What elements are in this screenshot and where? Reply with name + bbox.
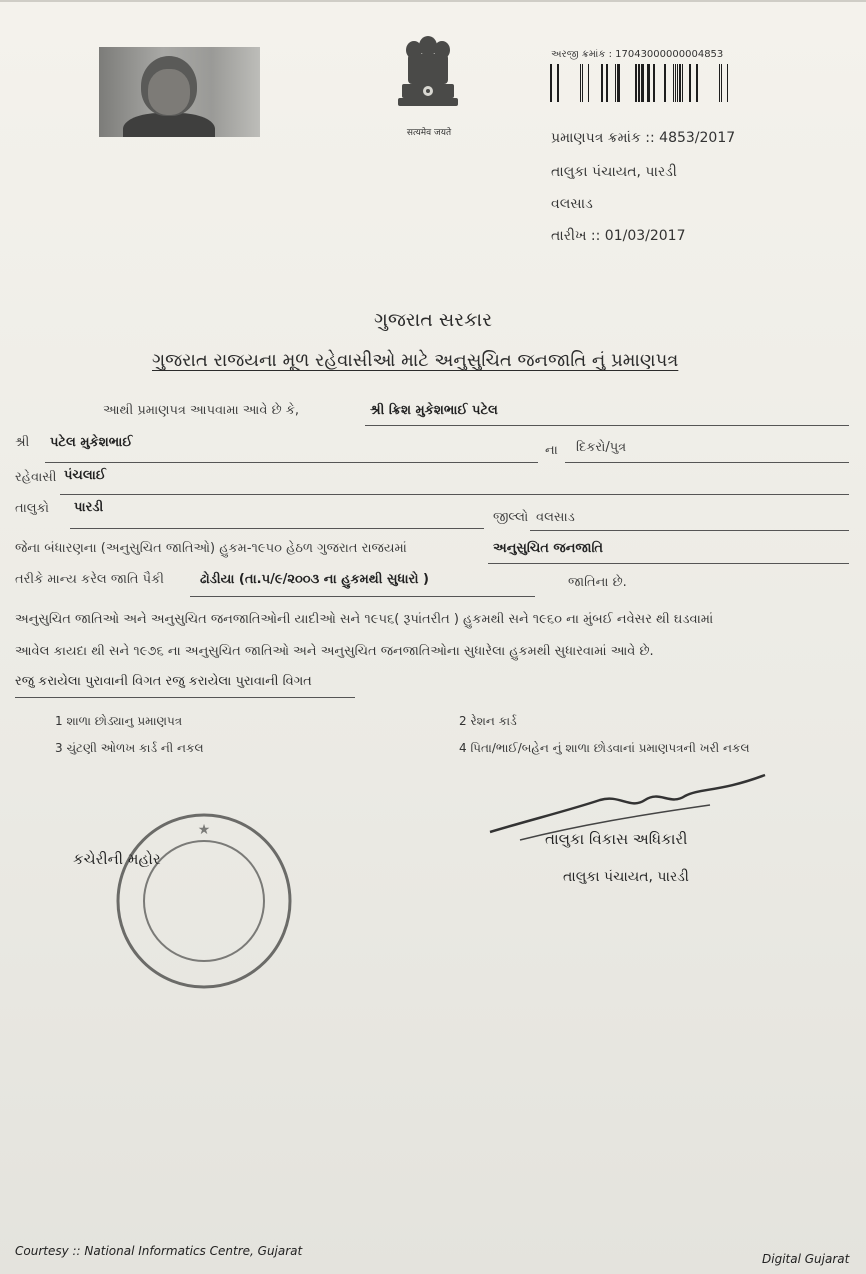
relation-label: ના <box>545 443 558 458</box>
officer-office: તાલુકા પંચાયત, પારડી <box>563 869 689 885</box>
issue-date: તારીખ :: 01/03/2017 <box>551 228 686 244</box>
issuing-office: તાલુકા પંચાયત, પારડી <box>551 164 677 180</box>
office-seal-label: કચેરીની મહોર <box>73 850 161 868</box>
top-edge <box>0 0 866 2</box>
office-seal <box>113 810 295 992</box>
district-line <box>530 530 849 531</box>
svg-text:★: ★ <box>197 822 211 838</box>
applicant-photo <box>99 47 260 137</box>
residence-label: રહેવાસી <box>15 470 57 485</box>
documents-heading: રજુ કરાયેલા પુરાવાની વિગત રજુ કરાયેલા પુરાવાની વિગત <box>15 674 312 689</box>
serial-label: અરજી ક્રમાંક : <box>551 49 612 60</box>
document-item-2: 2 રેશન કાર્ડ <box>459 714 517 728</box>
legal-paragraph-line-2: આવેલ કાયદા થી સને ૧૯૭૬ ના અનુસુચિત જાતિઓ અને અનુસુચિત જનજાતિઓના સુધારેલા હુકમથી સુધારવામાં આવે છે. <box>15 644 654 659</box>
caste-line <box>190 596 535 597</box>
footer-brand: Digital Gujarat <box>762 1252 850 1266</box>
holder-name-line <box>365 425 849 426</box>
documents-heading-underline <box>15 697 355 698</box>
district-label: જીલ્લો <box>493 510 529 525</box>
barcode <box>550 64 742 102</box>
residence-value: પંચલાઈ <box>64 468 106 483</box>
issuing-district: વલસાડ <box>551 196 593 212</box>
certificate-title: ગુજરાત રાજયના મૂળ રહેવાસીઓ માટે અનુસુચિત જનજાતિ નું પ્રમાણપત્ર <box>152 350 679 371</box>
footer-courtesy: Courtesy :: National Informatics Centre, Gujarat <box>15 1244 303 1258</box>
officer-title: તાલુકા વિકાસ અધિકારી <box>545 830 688 848</box>
father-name-line <box>45 462 538 463</box>
father-label: શ્રી <box>15 435 30 450</box>
legal-paragraph-line-1: અનુસુચિત જાતિઓ અને અનુસુચિત જનજાતિઓની યાદીઓ સને ૧૯૫૬( રૂપાંતરીત ) હુકમથી સને ૧૯૬૦ ના મુંબઈ નવેસર થી ઘડવામાં <box>15 612 714 627</box>
residence-line <box>60 494 849 495</box>
application-serial <box>551 49 723 60</box>
document-item-3: 3 ચુંટણી ઓળખ કાર્ડ ની નકલ <box>55 741 204 755</box>
taluka-line <box>70 528 484 529</box>
certificate-number: પ્રમાણપત્ર ક્રમાંક :: 4853/2017 <box>551 130 736 146</box>
caste-suffix: જાતિના છે. <box>568 575 627 590</box>
government-title: ગુજરાત સરકાર <box>373 309 493 331</box>
intro-label: આથી પ્રમાણપત્ર આપવામા આવે છે કે, <box>103 403 300 418</box>
relation-line <box>565 462 849 463</box>
document-item-4: 4 પિતા/ભાઈ/બહેન નું શાળા છોડવાનાં પ્રમાણપત્રની ખરી નકલ <box>459 741 750 755</box>
taluka-label: તાલુકો <box>15 501 50 516</box>
serial-number: 17043000000004853 <box>615 49 724 60</box>
recognized-label: તરીકે માન્ય કરેલ જાતિ પૈકી <box>15 572 164 587</box>
emblem-motto: सत्यमेव जयते <box>406 128 452 138</box>
category-line <box>488 563 849 564</box>
relation-value: દિકરો/પુત્ર <box>576 440 627 455</box>
holder-name: શ્રી ક્રિશ મુકેશભાઈ પટેલ <box>370 403 498 418</box>
national-emblem-icon <box>388 24 468 124</box>
taluka-value: પારડી <box>74 500 104 515</box>
father-name: પટેલ મુકેશભાઈ <box>50 435 133 450</box>
caste-value: ઢોડીયા (તા.૫/૯/૨૦૦૩ ના હુકમથી સુધારો ) <box>200 572 429 587</box>
category-value: અનુસુચિત જનજાતિ <box>493 541 604 556</box>
document-item-1: 1 શાળા છોડ્યાનુ પ્રમાણપત્ર <box>55 714 183 728</box>
order-text: જેના બંધારણના (અનુસુચિત જાતિઓ) હુકમ-૧૯૫૦ હેઠળ ગુજરાત રાજયમાં <box>15 541 407 556</box>
district-value: વલસાડ <box>536 510 575 525</box>
